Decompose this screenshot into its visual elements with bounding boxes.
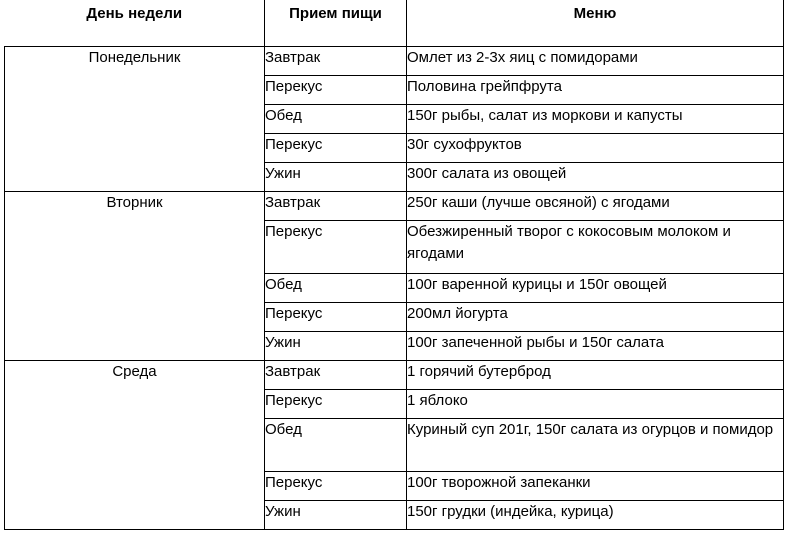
header-meal: Прием пищи	[265, 0, 407, 46]
menu-cell: Обезжиренный творог с кокосовым молоком и ягодами	[407, 220, 784, 273]
meal-cell: Ужин	[265, 162, 407, 191]
header-menu: Меню	[407, 0, 784, 46]
meal-cell: Перекус	[265, 75, 407, 104]
menu-cell: 30г сухофруктов	[407, 133, 784, 162]
table-row	[5, 46, 784, 75]
meal-cell: Обед	[265, 104, 407, 133]
menu-cell: 200мл йогурта	[407, 302, 784, 331]
meal-cell: Завтрак	[265, 360, 407, 389]
table-row	[5, 360, 784, 389]
header-row	[5, 0, 784, 46]
menu-cell: 250г каши (лучше овсяной) с ягодами	[407, 191, 784, 220]
meal-cell: Перекус	[265, 471, 407, 500]
meal-cell: Завтрак	[265, 191, 407, 220]
meal-cell: Обед	[265, 418, 407, 471]
menu-cell: 150г рыбы, салат из моркови и капусты	[407, 104, 784, 133]
meal-cell: Ужин	[265, 500, 407, 529]
menu-cell: 300г салата из овощей	[407, 162, 784, 191]
menu-cell: 150г грудки (индейка, курица)	[407, 500, 784, 529]
meal-cell: Перекус	[265, 389, 407, 418]
menu-cell: 100г запеченной рыбы и 150г салата	[407, 331, 784, 360]
day-cell-wednesday: Среда	[5, 360, 265, 529]
header-day: День недели	[5, 0, 265, 46]
meal-cell: Перекус	[265, 133, 407, 162]
menu-cell: 1 горячий бутерброд	[407, 360, 784, 389]
menu-cell: 100г варенной курицы и 150г овощей	[407, 273, 784, 302]
meal-cell: Ужин	[265, 331, 407, 360]
menu-cell: Омлет из 2-3х яиц с помидорами	[407, 46, 784, 75]
day-cell-tuesday: Вторник	[5, 191, 265, 360]
meal-cell: Перекус	[265, 220, 407, 273]
meal-cell: Обед	[265, 273, 407, 302]
menu-cell: 1 яблоко	[407, 389, 784, 418]
meal-cell: Перекус	[265, 302, 407, 331]
diet-menu-table	[4, 0, 784, 530]
meal-cell: Завтрак	[265, 46, 407, 75]
menu-cell: Куриный суп 201г, 150г салата из огурцов и помидор	[407, 418, 784, 471]
table-row	[5, 191, 784, 220]
menu-cell: 100г творожной запеканки	[407, 471, 784, 500]
day-cell-monday: Понедельник	[5, 46, 265, 191]
menu-cell: Половина грейпфрута	[407, 75, 784, 104]
